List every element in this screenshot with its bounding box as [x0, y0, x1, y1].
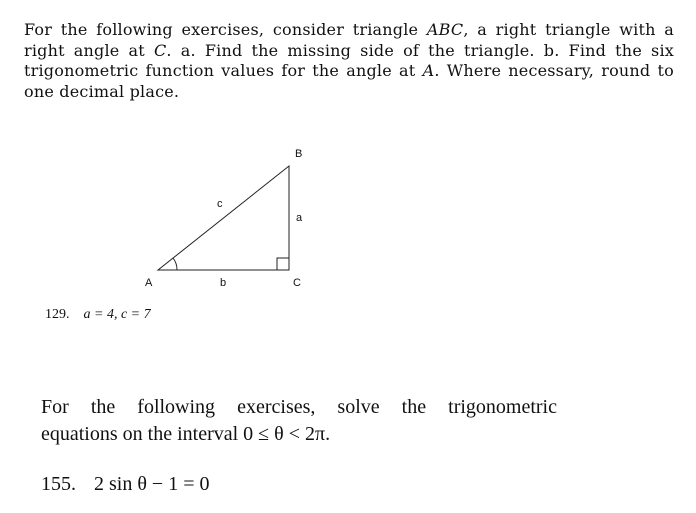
side-label-a: a — [296, 212, 303, 224]
exercise-equation: a = 4, c = 7 — [83, 307, 151, 322]
instruction-text: . Where necessary, round to one decimal place. — [24, 61, 674, 101]
vertex-reference: C — [153, 40, 167, 60]
exercise-instructions-2 — [41, 394, 557, 448]
vertex-reference: A — [422, 61, 435, 80]
right-triangle-figure — [130, 140, 330, 300]
angle-a-arc — [173, 258, 177, 270]
exercise-equation: 2 sin θ − 1 = 0 — [94, 473, 210, 495]
triangle-diagram — [130, 140, 330, 300]
exercise-number: 129. — [45, 307, 70, 322]
side-label-b: b — [220, 277, 227, 289]
interval-expression: 0 ≤ θ < 2π — [243, 423, 326, 445]
exercise-number: 155. — [41, 473, 76, 495]
vertex-label-a: A — [145, 277, 153, 289]
instruction-text: equations on the interval — [41, 423, 244, 445]
instruction-text: For the following exercises, consider triangle — [24, 20, 427, 39]
instruction-line — [41, 421, 557, 448]
instruction-text: . a. Find the missing side of the triangle. b. Find the six trigonometric function values for the angle at — [24, 40, 674, 80]
vertex-label-c: C — [293, 277, 301, 289]
triangle-name: ABC — [426, 20, 464, 39]
instruction-line: For the following exercises, solve the trigonometric — [41, 396, 557, 418]
right-angle-marker — [277, 258, 289, 270]
instruction-text: . — [325, 423, 331, 445]
exercise-129 — [45, 307, 151, 323]
exercise-instructions — [24, 20, 674, 102]
instruction-text: , a right triangle with a right angle at — [24, 20, 675, 60]
triangle-shape — [158, 166, 289, 270]
exercise-155 — [41, 473, 209, 496]
side-label-c: c — [217, 198, 223, 210]
vertex-label-b: B — [295, 148, 303, 160]
